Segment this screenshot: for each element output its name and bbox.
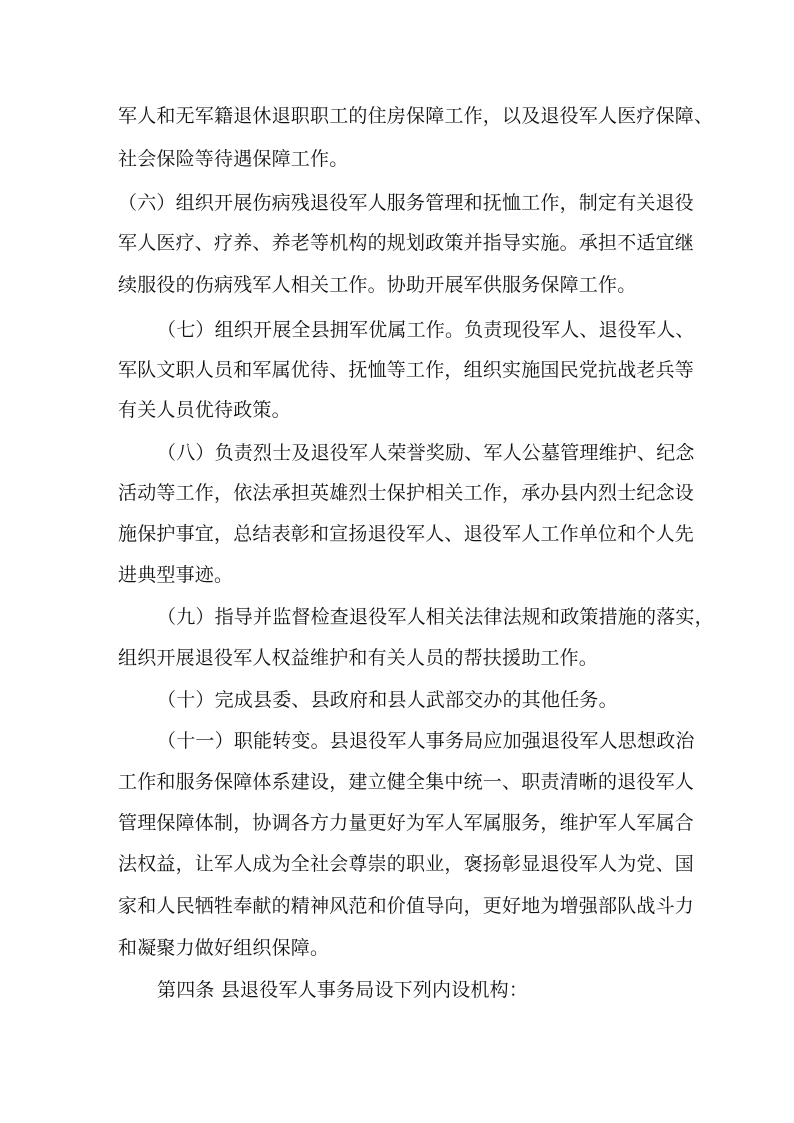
- text-line-17: 工作和服务保障体系建设，建立健全集中统一、职责清晰的退役军人: [118, 771, 695, 793]
- text-line-15: （十）完成县委、县政府和县人武部交办的其他任务。: [157, 689, 618, 711]
- text-line-6: （七）组织开展全县拥军优属工作。负责现役军人、退役军人、: [157, 319, 695, 341]
- text-line-4: 军人医疗、疗养、养老等机构的规划政策并指导实施。承担不适宜继: [118, 232, 695, 254]
- text-line-10: 活动等工作，依法承担英雄烈士保护相关工作，承办县内烈士纪念设: [118, 482, 695, 504]
- text-line-16: （十一）职能转变。县退役军人事务局应加强退役军人思想政治: [157, 730, 695, 752]
- text-line-5: 续服役的伤病残军人相关工作。协助开展军供服务保障工作。: [118, 274, 637, 296]
- text-line-19: 法权益，让军人成为全社会尊崇的职业，褒扬彰显退役军人为党、国: [118, 853, 695, 875]
- text-line-7: 军队文职人员和军属优待、抚恤等工作，组织实施国民党抗战老兵等: [118, 359, 695, 381]
- article-heading: 第四条 县退役军人事务局设下列内设机构：: [157, 979, 529, 1001]
- text-line-21: 和凝聚力做好组织保障。: [118, 937, 330, 959]
- text-line-12: 进典型事迹。: [118, 564, 234, 586]
- text-line-2: 社会保险等待遇保障工作。: [118, 148, 349, 170]
- text-line-13: （九）指导并监督检查退役军人相关法律法规和政策措施的落实，: [157, 606, 714, 628]
- text-line-11: 施保护事宜，总结表彰和宣扬退役军人、退役军人工作单位和个人先: [118, 523, 695, 545]
- text-line-20: 家和人民牺牲奉献的精神风范和价值导向，更好地为增强部队战斗力: [118, 895, 695, 917]
- text-line-1: 军人和无军籍退休退职职工的住房保障工作，以及退役军人医疗保障、: [118, 105, 714, 127]
- text-line-14: 组织开展退役军人权益维护和有关人员的帮扶援助工作。: [118, 647, 599, 669]
- text-line-9: （八）负责烈士及退役军人荣誉奖励、军人公墓管理维护、纪念: [157, 442, 695, 464]
- text-line-18: 管理保障体制，协调各方力量更好为军人军属服务，维护军人军属合: [118, 812, 695, 834]
- text-line-8: 有关人员优待政策。: [118, 399, 291, 421]
- text-line-3: （六）组织开展伤病残退役军人服务管理和抚恤工作，制定有关退役: [118, 192, 695, 214]
